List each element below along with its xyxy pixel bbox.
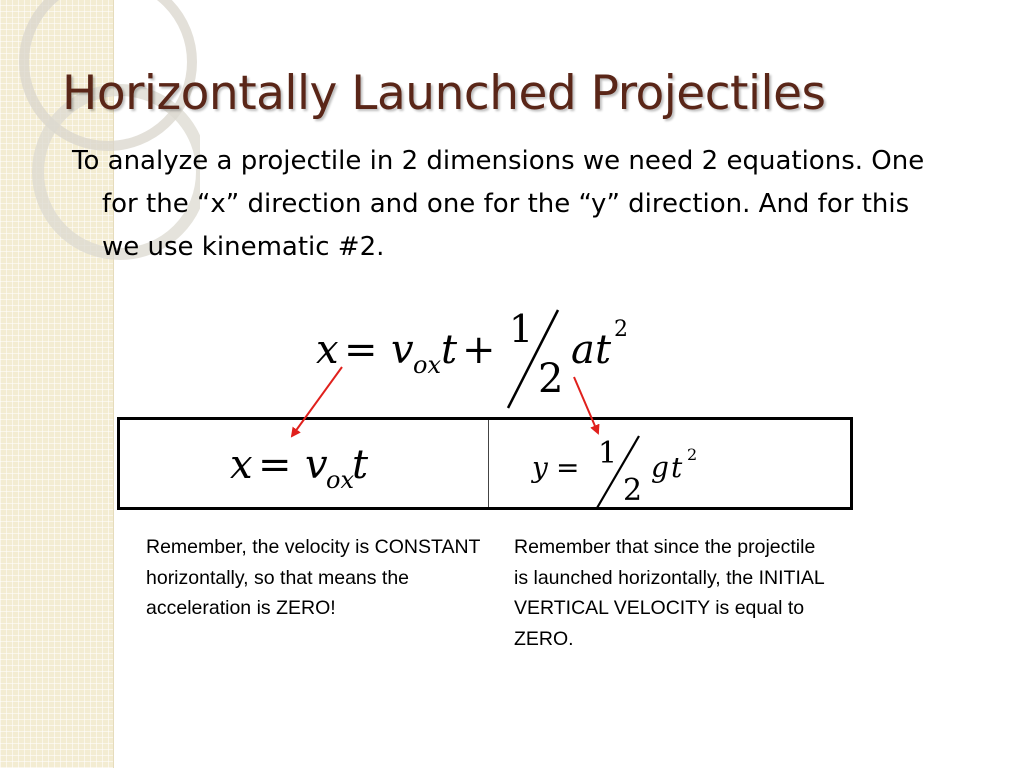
eq-x-x: x	[230, 442, 253, 488]
eq-x-v: v	[305, 442, 328, 488]
eq-main-fraction-denominator: 2	[538, 356, 564, 402]
eq-y-equals: =	[556, 451, 580, 484]
eq-y-t: t	[671, 451, 683, 484]
eq-main-exponent: 2	[614, 317, 628, 342]
note-vertical: Remember that since the projectile is launched horizontally, the INITIAL VERTICAL VELOCITY is equal to ZERO.	[514, 536, 824, 650]
eq-x-equals: =	[258, 442, 292, 488]
eq-main-t: t	[441, 327, 458, 373]
horizontal-equation	[230, 442, 369, 494]
eq-main-x: x	[316, 327, 339, 373]
note-horizontal: Remember, the velocity is CONSTANT horizontally, so that means the acceleration is ZERO!	[146, 536, 481, 619]
arrow-to-x-equation	[292, 367, 342, 436]
eq-main-v-subscript: ox	[413, 351, 441, 379]
eq-y-fraction-denominator: 2	[623, 473, 643, 508]
eq-y-fraction-numerator: 1	[598, 436, 618, 471]
eq-x-t: t	[352, 442, 369, 488]
eq-main-t2: t	[595, 327, 612, 373]
eq-main-equals: =	[344, 327, 378, 373]
arrow-to-y-equation	[574, 377, 598, 433]
vertical-equation	[530, 436, 697, 508]
slide-title: Horizontally Launched Projectiles	[62, 66, 826, 121]
eq-main-fraction-numerator: 1	[509, 307, 534, 351]
eq-main-a: a	[571, 327, 595, 373]
eq-y-exponent: 2	[687, 445, 698, 464]
intro-paragraph: To analyze a projectile in 2 dimensions we need 2 equations. One for the “x” direction and one for the “y” direction. And for this we use kinematic #2.	[72, 146, 925, 262]
eq-y-g: g	[651, 451, 669, 484]
eq-main-plus: +	[462, 327, 496, 373]
eq-main-v: v	[391, 327, 414, 373]
eq-x-v-subscript: ox	[326, 466, 354, 494]
eq-y-y: y	[532, 451, 548, 484]
